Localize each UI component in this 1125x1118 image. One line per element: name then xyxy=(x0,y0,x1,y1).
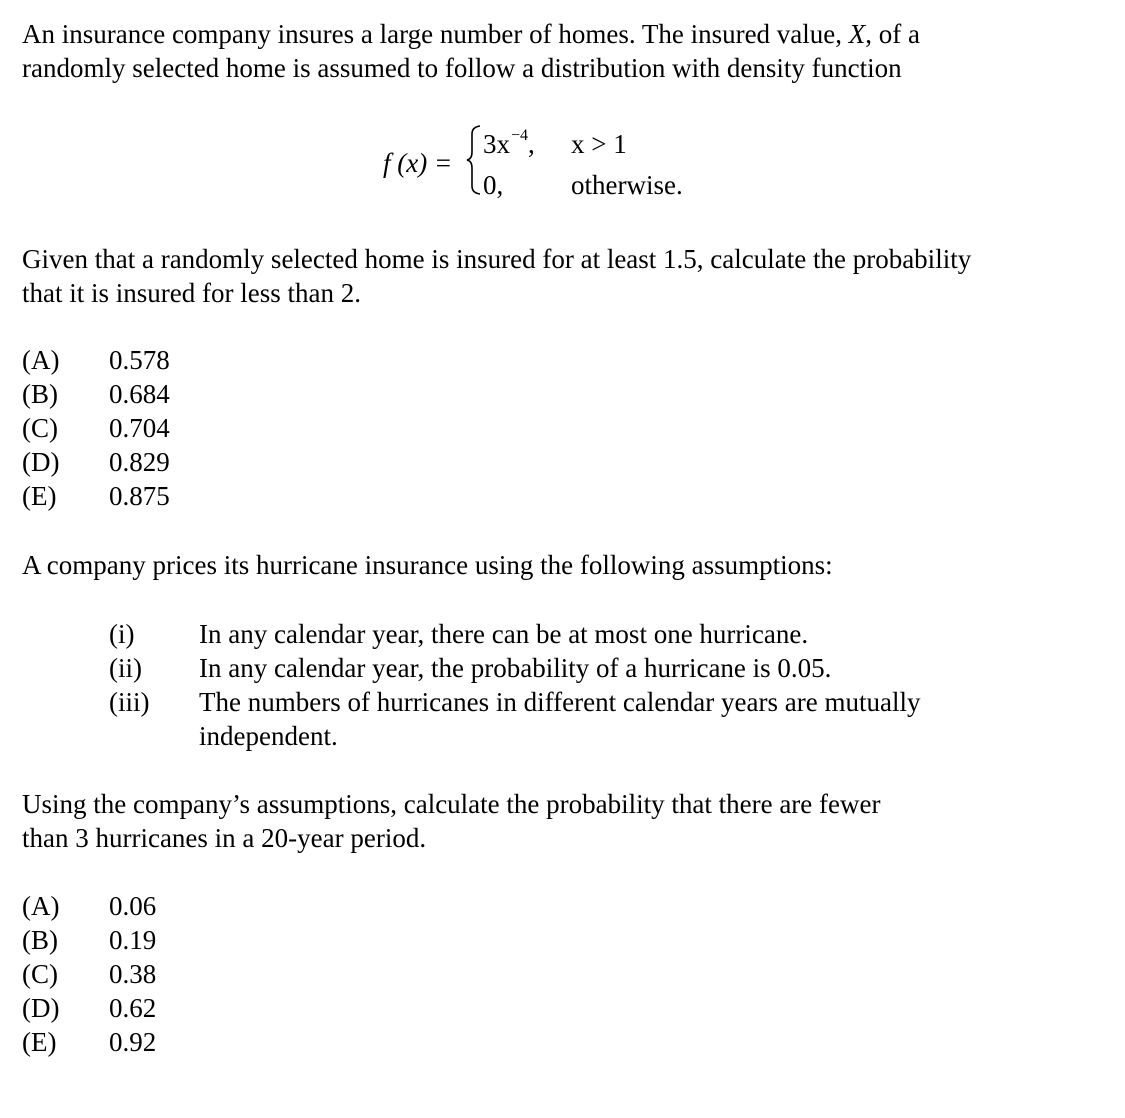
option-letter: (E) xyxy=(22,481,57,511)
option-value: 0.684 xyxy=(109,379,170,409)
option-value: 0.829 xyxy=(109,447,170,477)
problem2-intro: A company prices its hurricane insurance using the following assumptions: xyxy=(22,550,833,580)
option-letter: (D) xyxy=(22,993,60,1023)
case2-expression: 0, xyxy=(483,170,504,200)
option-letter: (E) xyxy=(22,1027,57,1057)
option-letter: (A) xyxy=(22,345,60,375)
problem2-question xyxy=(22,787,880,855)
option-value: 0.19 xyxy=(109,925,157,955)
assumption-text-continuation: independent. xyxy=(199,721,338,751)
option-value: 0.38 xyxy=(109,959,157,989)
assumption-number: (ii) xyxy=(109,653,142,683)
problem1-intro-line2: randomly selected home is assumed to follow a distribution with density function xyxy=(22,53,902,83)
option-value: 0.92 xyxy=(109,1027,157,1057)
case2-condition: otherwise. xyxy=(571,170,683,200)
option-letter: (C) xyxy=(22,959,58,989)
problem1-question xyxy=(22,242,971,310)
option-letter: (B) xyxy=(22,379,58,409)
assumption-number: (iii) xyxy=(109,687,150,717)
option-letter: (D) xyxy=(22,447,60,477)
option-value: 0.578 xyxy=(109,345,170,375)
option-letter: (A) xyxy=(22,891,60,921)
option-value: 0.06 xyxy=(109,891,157,921)
left-brace-icon xyxy=(465,124,483,196)
assumption-text: In any calendar year, there can be at most one hurricane. xyxy=(199,619,809,649)
assumption-text: The numbers of hurricanes in different calendar years are mutually xyxy=(199,687,921,717)
problem2-question-line1: Using the company’s assumptions, calculate the probability that there are fewer xyxy=(22,789,881,819)
option-letter: (C) xyxy=(22,413,58,443)
problem1-intro-line1: An insurance company insures a large number of homes. The insured value, X, of a xyxy=(22,19,921,49)
option-letter: (B) xyxy=(22,925,58,955)
problem1-question-line2: that it is insured for less than 2. xyxy=(22,278,361,308)
case1-expression: $3x^{-4}$, xyxy=(483,127,535,159)
problem1-question-line1: Given that a randomly selected home is insured for at least 1.5, calculate the probability xyxy=(22,244,972,274)
option-value: 0.875 xyxy=(109,481,170,511)
option-value: 0.704 xyxy=(109,413,170,443)
case1-condition: x > 1 xyxy=(571,129,627,159)
formula-lhs: f (x) = xyxy=(383,148,453,178)
assumption-text: In any calendar year, the probability of a hurricane is 0.05. xyxy=(199,653,832,683)
problem2-question-line2: than 3 hurricanes in a 20-year period. xyxy=(22,823,427,853)
problem1-intro xyxy=(22,17,920,85)
option-value: 0.62 xyxy=(109,993,157,1023)
assumption-number: (i) xyxy=(109,619,135,649)
